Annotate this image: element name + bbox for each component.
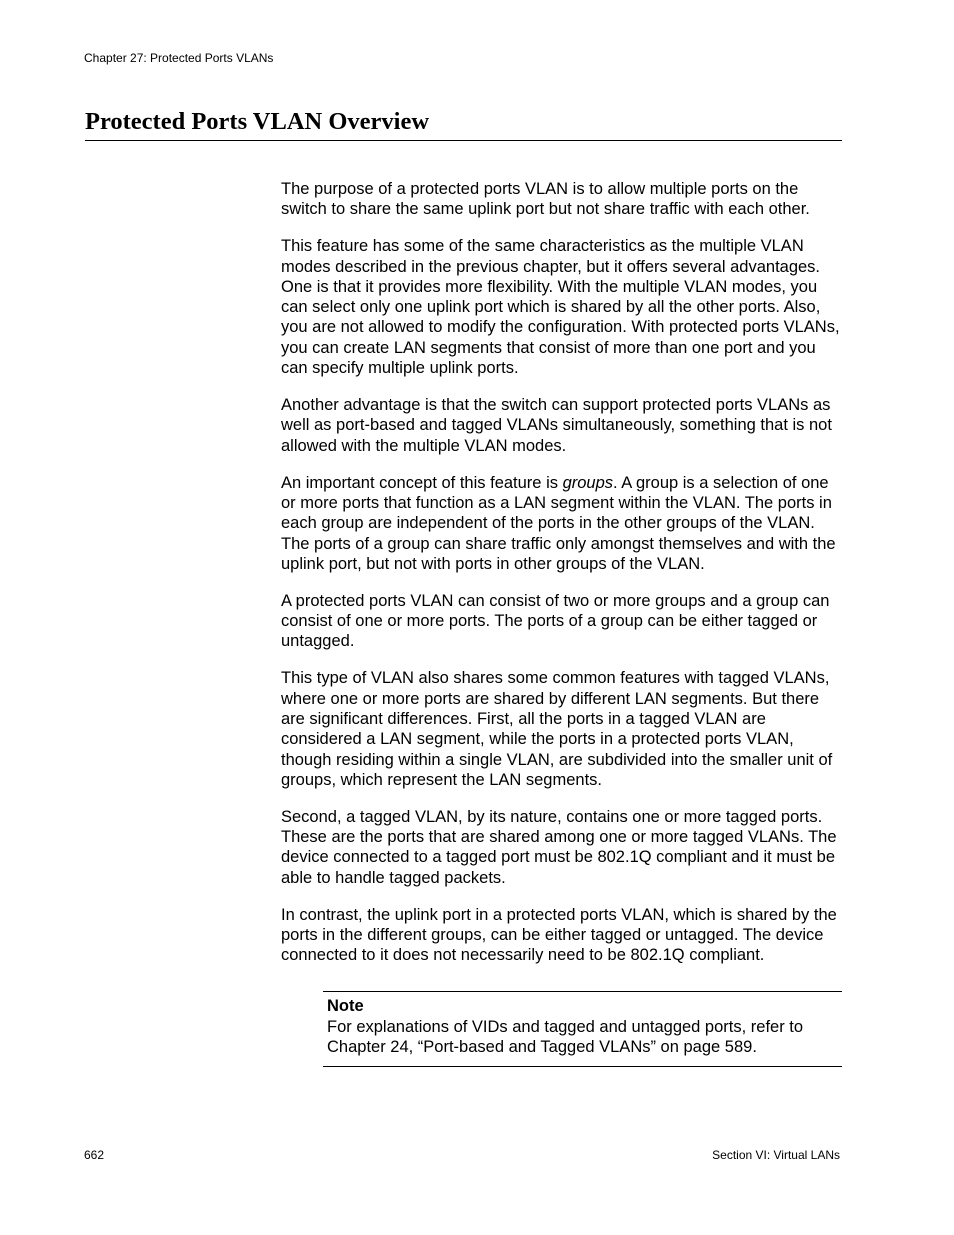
- body-text: [281, 179, 846, 982]
- running-header: Chapter 27: Protected Ports VLANs: [84, 51, 274, 65]
- title-rule: [85, 140, 842, 141]
- paragraph-uplink-port: In contrast, the uplink port in a protected ports VLAN, which is shared by the ports in the different groups, can be either tagged or untagged. The device connected to it does not necessarily need to be 802.1Q compliant.: [281, 905, 837, 965]
- groups-definition-text: . A group is a selection of one or more ports that function as a LAN segment within the VLAN. The ports in each group are independent of the ports in the other groups of the VLAN. The ports of a group can share traffic only amongst themselves and with the uplink port, but not with ports in other groups of the VLAN.: [281, 473, 836, 573]
- paragraph-advantage: Another advantage is that the switch can support protected ports VLANs as well as port-based and tagged VLANs simultaneously, something that is not allowed with the multiple VLAN modes.: [281, 396, 832, 455]
- groups-intro-text: An important concept of this feature is: [281, 473, 563, 492]
- paragraph-group-composition: A protected ports VLAN can consist of two or more groups and a group can consist of one or more ports. The ports of a group can be either tagged or untagged.: [281, 591, 830, 651]
- paragraph-tagged-ports: Second, a tagged VLAN, by its nature, contains one or more tagged ports. These are the ports that are shared among one or more tagged VLANs. The device connected to a tagged port must be 802.1Q compliant and it must be able to handle tagged packets.: [281, 807, 837, 887]
- note-box: [323, 991, 842, 1067]
- paragraph-characteristics: This feature has some of the same characteristics as the multiple VLAN modes described in the previous chapter, but it offers several advantages. One is that it provides more flexibility. With the multiple VLAN modes, you can select only one uplink port which is shared by all the other ports. Also, you are not allowed to modify the configuration. With protected ports VLANs, you can create LAN segments that consist of more than one port and you can specify multiple uplink ports.: [281, 237, 840, 378]
- footer-section: Section VI: Virtual LANs: [712, 1148, 840, 1162]
- paragraph-tagged-comparison: This type of VLAN also shares some common features with tagged VLANs, where one or more ports are shared by different LAN segments. But there are significant differences. First, all the ports in a tagged VLAN are considered a LAN segment, while the ports in a protected ports VLAN, though residing within a single VLAN, are subdivided into the smaller unit of groups, which represent the LAN segments.: [281, 669, 833, 789]
- page-number: 662: [84, 1148, 105, 1162]
- groups-term: groups: [562, 473, 614, 492]
- page-title: Protected Ports VLAN Overview: [85, 108, 430, 135]
- paragraph-purpose: The purpose of a protected ports VLAN is to allow multiple ports on the switch to share the same uplink port but not share traffic with each other.: [281, 180, 810, 219]
- note-label: Note: [327, 997, 364, 1015]
- paragraph-groups: [281, 473, 846, 574]
- note-text: For explanations of VIDs and tagged and untagged ports, refer to Chapter 24, “Port-based and Tagged VLANs” on page 589.: [327, 1017, 804, 1056]
